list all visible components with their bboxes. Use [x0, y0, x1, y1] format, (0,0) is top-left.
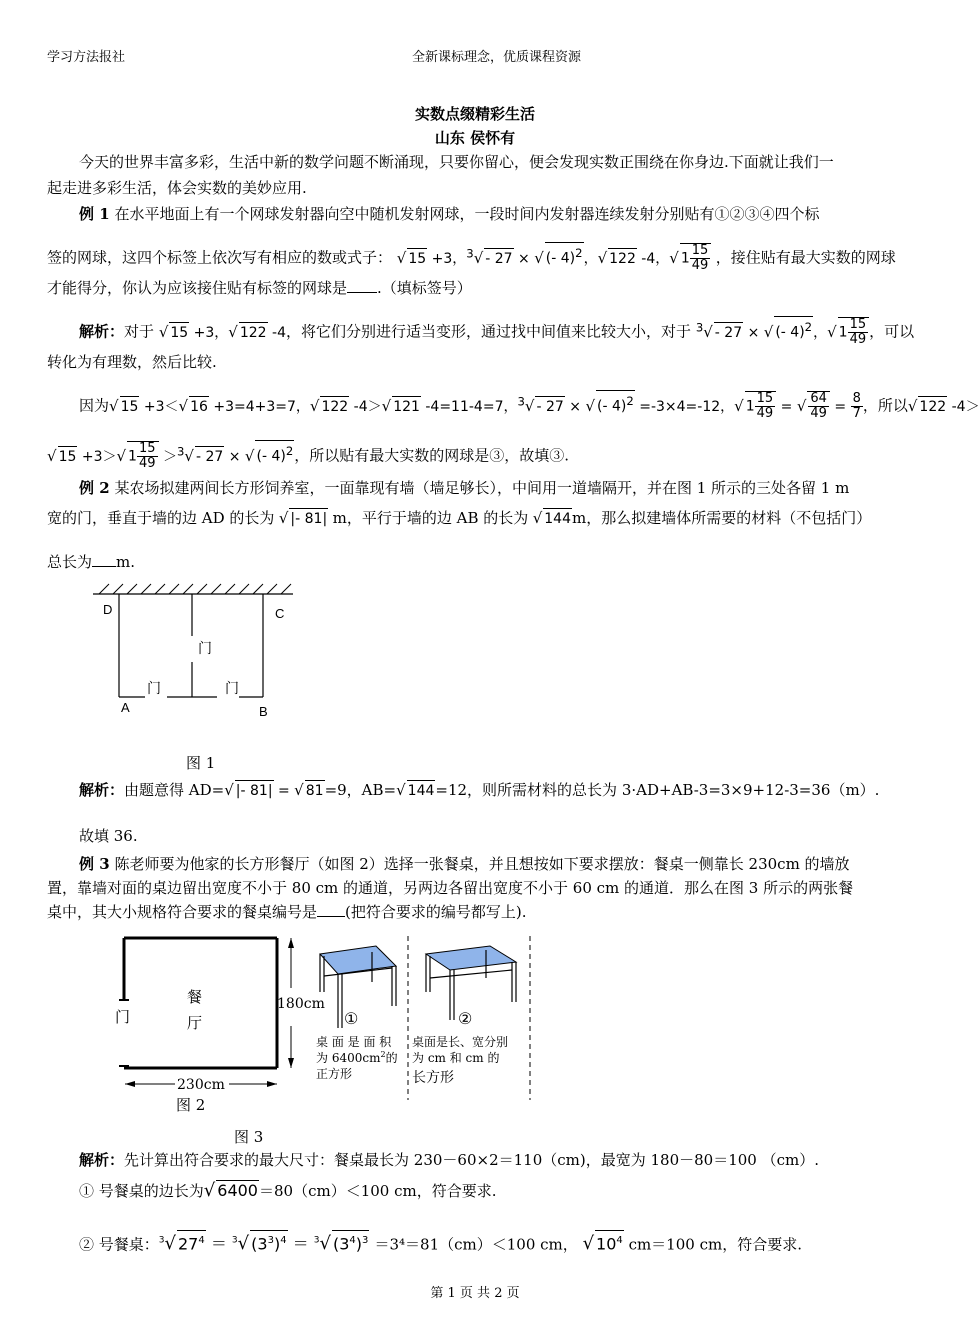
ex3-text-1: 陈老师要为他家的长方形餐厅（如图 2）选择一张餐桌，并且想按如下要求摆放：餐桌一侧靠长 230cm 的墙放 [114, 855, 850, 873]
header-left: 学习方法报社 [47, 50, 126, 65]
ex2-line-3 [47, 552, 907, 572]
ex3-sol-line-1 [79, 1150, 939, 1170]
ex2-line-1 [79, 478, 939, 498]
ex2-text-4: m，那么拟建墙体所需要的材料（不包括门） [572, 509, 872, 527]
table-2-desc-1: 桌面是长、宽分别 [412, 1035, 509, 1049]
ex1-sol-text-5: ，所以 [862, 396, 908, 415]
door-label: 门 [115, 1008, 131, 1026]
room-label-2: 厅 [187, 1014, 203, 1032]
ex1-sol-line-1: 解析：对于 √ 15 +3，√ 122 -4，将它们分别进行适当变形，通过找中间值来比较大小，对于 $^3$√ - 27 × √ (- 4)$^2$，√ 1 $\frac{15}{49}$ ，可以 [79, 317, 915, 348]
intro-line-1: 今天的世界丰富多彩，生活中新的数学问题不断涌现，只要你留心，便会发现实数正围绕在你身边.下面就让我们一 [79, 153, 834, 171]
page-title: 实数点缀精彩生活 [414, 105, 535, 123]
door-right: 门 [225, 680, 239, 696]
ex1-text-3: ，接住贴有最大实数的网球 [715, 248, 896, 267]
ex3-label: 例 3 [79, 855, 110, 873]
ex3-line-1 [79, 854, 939, 874]
figure-2-caption: 图 2 [176, 1096, 206, 1114]
ex3-line-2: 置，靠墙对面的桌边留出宽度不小于 80 cm 的通道，另两边各留出宽度不小于 60 cm 的通道．那么在图 3 所示的两张餐 [47, 879, 854, 897]
ex2-sol-label: 解析： [79, 781, 125, 799]
ex1-line-3 [47, 278, 907, 298]
figure-3-caption: 图 3 [234, 1128, 264, 1146]
author: 山东 侯怀有 [434, 129, 516, 147]
ex2-sol-text-2: =9，AB= [324, 781, 397, 799]
ex1-sol-text-4: 因为 [79, 396, 110, 415]
ex1-sol-text-6: ，所以贴有最大实数的网球是③，故填③. [294, 446, 570, 465]
ex2-answer: 故填 36. [79, 827, 138, 845]
ex3-sol-text-3: ＝80（cm）＜100 cm，符合要求. [258, 1182, 497, 1200]
ex2-text-6: m. [116, 553, 136, 571]
ex1-line-2 [47, 242, 907, 273]
room-label-1: 餐 [187, 988, 203, 1006]
ex1-sol-text-1: 对于 [124, 322, 155, 341]
ex2-text-5: 总长为 [47, 553, 93, 571]
ex1-sol-line-3: 因为√ 15 +3＜√ 16 +3=4+3=7，√ 122 -4＞√ 121 -4=11-4=7，$^3$√ - 27 × √ (- 4)$^2$ =-3×4=-12，√ 1 $\frac{15}{49}$ = √ $\frac{64}{49}$ = $\frac{8}{7}$ ，所以√ 122 -4＞ [79, 391, 980, 422]
page-footer: 第 1 页 共 2 页 [430, 1286, 520, 1301]
ex3-sol-text-4: ② 号餐桌： [79, 1235, 159, 1254]
table-2-number: ② [458, 1009, 473, 1028]
ex1-sol-line-2: 转化为有理数，然后比较. [47, 353, 217, 371]
ex3-sol-text-5: ＝3⁴＝81（cm）＜100 cm， [374, 1235, 578, 1254]
ex2-text-3: m，平行于墙的边 AB 的长为 [332, 509, 529, 527]
ex1-hint: .（填标签号） [377, 279, 472, 297]
ex1-line-1 [79, 204, 939, 224]
table-1-desc-1: 桌 面 是 面 积 [316, 1035, 392, 1049]
table-1-desc-2: 为 $6400cm^2$的 [316, 1050, 398, 1065]
ex1-sol-line-4: √ 15 +3＞√ 1 $\frac{15}{49}$ ＞$^3$√ - 27 × √ (- 4)$^2$，所以贴有最大实数的网球是③，故填③. [47, 441, 570, 472]
ex2-line-2: 宽的门，垂直于墙的边 AD 的长为 √ |- 81| m，平行于墙的边 AB 的长为 √ 144m，那么拟建墙体所需要的材料（不包括门） [47, 509, 872, 527]
intro-line-2: 起走进多彩生活，体会实数的美妙应用. [47, 179, 307, 197]
height-label: 180cm [277, 996, 325, 1012]
figure-1 [85, 578, 305, 723]
ex1-label: 例 1 [79, 205, 110, 223]
table-1-top [320, 946, 396, 974]
ex2-text-1: 某农场拟建两间长方形饲养室，一面靠现有墙（墙足够长），中间用一道墙隔开，并在图 1 所示的三处各留 1 m [114, 479, 850, 497]
table-2-desc-2: 为 cm 和 cm 的 [412, 1051, 500, 1065]
figure-1-caption: 图 1 [186, 754, 216, 772]
table-2-desc-3: 长方形 [412, 1070, 454, 1086]
width-label: 230cm [177, 1077, 225, 1093]
header-center: 全新课标理念，优质课程资源 [412, 50, 582, 65]
label-a: A [121, 700, 130, 715]
ex3-sol-line-3: ② 号餐桌：$^3$√ $27^4 = ^3√$ $(3^3)^4 = ^3√$ $(3^4)^3 =3^4=81(cm)<100$ cm， √ $10^4$ cm＝100 cm，符合要求. [79, 1230, 939, 1254]
ex3-line-3 [47, 902, 907, 922]
ex1-sol-text-2: ，将它们分别进行适当变形，通过找中间值来比较大小，对于 [286, 322, 692, 341]
ex1-text: 在水平地面上有一个网球发射器向空中随机发射网球，一段时间内发射器连续发射分别贴有①②③④四个标 [114, 205, 820, 223]
label-b: B [259, 704, 268, 719]
label-d: D [103, 602, 113, 617]
label-c: C [275, 606, 285, 621]
door-left: 门 [147, 680, 161, 696]
table-2-top [426, 946, 516, 970]
ex2-sol-line-1: 解析：由题意得 AD=√ |- 81| = √ 81=9，AB=√ 144=12，则所需材料的总长为 3·AD+AB-3=3×9+12-3=36（m）. [79, 781, 880, 799]
ex3-text-4: (把符合要求的编号都写上). [345, 903, 527, 921]
ex1-expressions: √ 15 +3，$^3$√ - 27 × √ (- 4)$^2$，√ 122 -4，√ 1 $\frac{15}{49}$ [397, 251, 716, 267]
ex2-text-2: 宽的门，垂直于墙的边 AD 的长为 [47, 509, 275, 527]
ex3-sol-line-2: ① 号餐桌的边长为√ 6400＝80（cm）＜100 cm，符合要求. [79, 1180, 497, 1201]
ex3-sol-text-6: cm＝100 cm，符合要求. [628, 1235, 802, 1254]
ex3-sol-label: 解析： [79, 1151, 125, 1169]
figure-3 [310, 932, 535, 1102]
ex3-text-3: 桌中，其大小规格符合要求的餐桌编号是 [47, 903, 318, 921]
figure-2 [105, 930, 330, 1095]
ex2-label: 例 2 [79, 479, 110, 497]
table-1-desc-3: 正方形 [316, 1067, 353, 1081]
ex3-sol-text-1: 先计算出符合要求的最大尺寸：餐桌最长为 230－60×2＝110（cm)，最宽为 180－80＝100 （cm）. [124, 1151, 819, 1169]
ex1-text-2: 签的网球，这四个标签上依次写有相应的数或式子： [47, 248, 393, 267]
ex2-sol-text-1: 由题意得 AD= [124, 781, 225, 799]
ex1-sol-label: 解析： [79, 322, 125, 341]
ex1-sol-text-3: ，可以 [869, 322, 915, 341]
ex3-sol-text-2: ① 号餐桌的边长为 [79, 1182, 204, 1200]
ex2-sol-text-3: =12，则所需材料的总长为 3·AD+AB-3=3×9+12-3=36（m）. [435, 781, 880, 799]
door-middle: 门 [198, 640, 212, 656]
ex1-question: 才能得分，你认为应该接住贴有标签的网球是 [47, 279, 348, 297]
table-1-number: ① [344, 1009, 359, 1028]
